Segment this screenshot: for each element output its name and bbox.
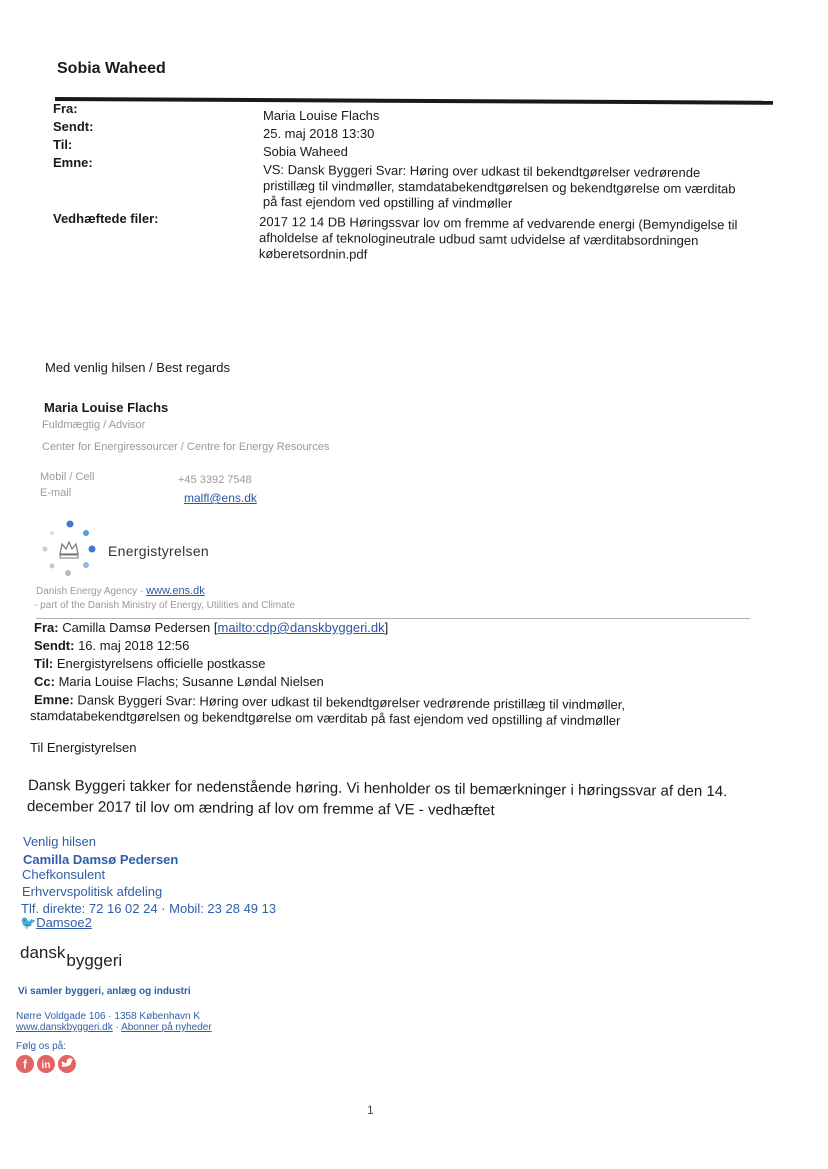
agency-website-link[interactable]: www.ens.dk	[146, 585, 205, 597]
energistyrelsen-crown-icon	[38, 518, 100, 578]
twitter-icon[interactable]	[58, 1055, 76, 1073]
fwd-subject-label: Emne:	[33, 692, 74, 708]
fwd-cc	[34, 674, 324, 690]
fwd-from-name: Camilla Damsø Pedersen [	[62, 620, 218, 635]
attachments-label: Vedhæftede filer:	[53, 211, 159, 226]
fwd-to-value: Energistyrelsens officielle postkasse	[56, 656, 266, 671]
subject-line: VS: Dansk Byggeri Svar: Høring over udkast til bekendtgørelser vedrørende	[263, 162, 701, 181]
fwd-cc-label: Cc:	[34, 674, 55, 689]
facebook-icon[interactable]	[16, 1055, 34, 1073]
header-rule	[55, 97, 773, 105]
attachment-line: afholdelse af teknologineutrale udbud samt udvidelse af værditabsordningen	[258, 230, 699, 249]
db-twitter[interactable]	[20, 915, 92, 931]
signature-center: Center for Energiressourcer / Centre for Energy Resources	[42, 441, 330, 453]
fwd-mailto-link[interactable]: mailto:cdp@danskbyggeri.dk	[217, 620, 385, 635]
salutation: Til Energistyrelsen	[30, 740, 137, 755]
mobile-value: +45 3392 7548	[178, 474, 252, 486]
page-number: 1	[367, 1103, 374, 1117]
attachment-line: 2017 12 14 DB Høringssvar lov om fremme af vedvarende energi (Bemyndigelse til	[259, 214, 738, 233]
twitter-bird-icon: 🐦	[20, 915, 37, 930]
body-line-1: Dansk Byggeri takker for nedenstående høring. Vi henholder os til bemærkninger i høringssvar af den 14.	[27, 777, 728, 801]
separator-line	[36, 618, 750, 619]
fwd-sent-value: 16. maj 2018 12:56	[78, 638, 190, 653]
svg-text:f: f	[23, 1057, 27, 1072]
signature-greeting: Med venlig hilsen / Best regards	[45, 360, 230, 375]
db-website-link[interactable]: www.danskbyggeri.dk	[16, 1022, 113, 1033]
recipient-name: Sobia Waheed	[57, 60, 166, 77]
email-label: E-mail	[40, 487, 72, 499]
dansk-byggeri-logo	[20, 943, 123, 970]
svg-text:in: in	[41, 1060, 51, 1071]
subject-line: på fast ejendom ved opstilling af vindmøller	[262, 193, 513, 211]
db-greeting: Venlig hilsen	[23, 834, 96, 849]
subject-value	[263, 162, 736, 213]
db-dept: Erhvervspolitisk afdeling	[22, 884, 163, 899]
db-links	[16, 1022, 212, 1033]
fwd-sent-label: Sendt:	[34, 638, 75, 653]
fwd-subject-line: Dansk Byggeri Svar: Høring over udkast til bekendtgørelser vedrørende pristillæg til vindmøller,	[77, 692, 626, 713]
sent-label: Sendt:	[53, 119, 94, 134]
email-link[interactable]: malfl@ens.dk	[184, 491, 257, 505]
fwd-from	[34, 620, 388, 636]
logo-word-byggeri: byggeri	[66, 951, 123, 970]
fwd-subject-line-2: stamdatabekendtgørelsen og bekendtgørelse om værditab på fast ejendom ved opstilling af vindmøller	[29, 708, 621, 729]
attachment-line: køberetsordnin.pdf	[258, 245, 368, 262]
db-name: Camilla Damsø Pedersen	[23, 852, 179, 867]
db-title: Chefkonsulent	[22, 867, 106, 882]
fwd-cc-value: Maria Louise Flachs; Susanne Løndal Nielsen	[58, 674, 324, 689]
agency-name: Danish Energy Agency -	[36, 586, 147, 597]
mobile-label: Mobil / Cell	[40, 471, 95, 483]
db-tagline: Vi samler byggeri, anlæg og industri	[18, 986, 191, 997]
db-phones: Tlf. direkte: 72 16 02 24 · Mobil: 23 28 49 13	[21, 901, 277, 916]
logo-word-dansk: dansk	[20, 943, 66, 962]
attachment-value[interactable]	[259, 214, 738, 265]
fwd-from-bracket: ]	[384, 620, 389, 635]
fwd-to	[34, 656, 265, 672]
from-label: Fra:	[53, 101, 78, 116]
fwd-sent	[34, 638, 189, 654]
agency-line	[36, 585, 205, 597]
ministry-line: - part of the Danish Ministry of Energy, Utilities and Climate	[34, 600, 296, 611]
signature-title: Fuldmægtig / Advisor	[42, 419, 146, 431]
from-value: Maria Louise Flachs	[263, 108, 380, 123]
db-twitter-link[interactable]: Damsoe2	[36, 915, 92, 930]
fwd-to-label: Til:	[34, 656, 54, 671]
sent-value: 25. maj 2018 13:30	[263, 126, 375, 141]
linkedin-icon[interactable]	[37, 1055, 55, 1073]
to-label: Til:	[53, 137, 73, 152]
subject-label: Emne:	[53, 155, 93, 170]
db-address: Nørre Voldgade 106 · 1358 København K	[16, 1011, 201, 1022]
to-value: Sobia Waheed	[263, 144, 348, 159]
fwd-from-label: Fra:	[34, 620, 59, 635]
db-subscribe-link[interactable]: Abonner på nyheder	[121, 1022, 212, 1033]
db-link-separator: ·	[112, 1022, 122, 1033]
signature-name: Maria Louise Flachs	[44, 400, 169, 415]
energistyrelsen-logo-text: Energistyrelsen	[108, 543, 209, 559]
db-follow: Følg os på:	[16, 1041, 67, 1052]
subject-line: pristillæg til vindmøller, stamdatabekendtgørelsen og bekendtgørelse om værditab	[262, 178, 736, 197]
social-icons	[15, 1053, 79, 1075]
body-line-2: december 2017 til lov om ændring af lov om fremme af VE - vedhæftet	[26, 798, 495, 820]
